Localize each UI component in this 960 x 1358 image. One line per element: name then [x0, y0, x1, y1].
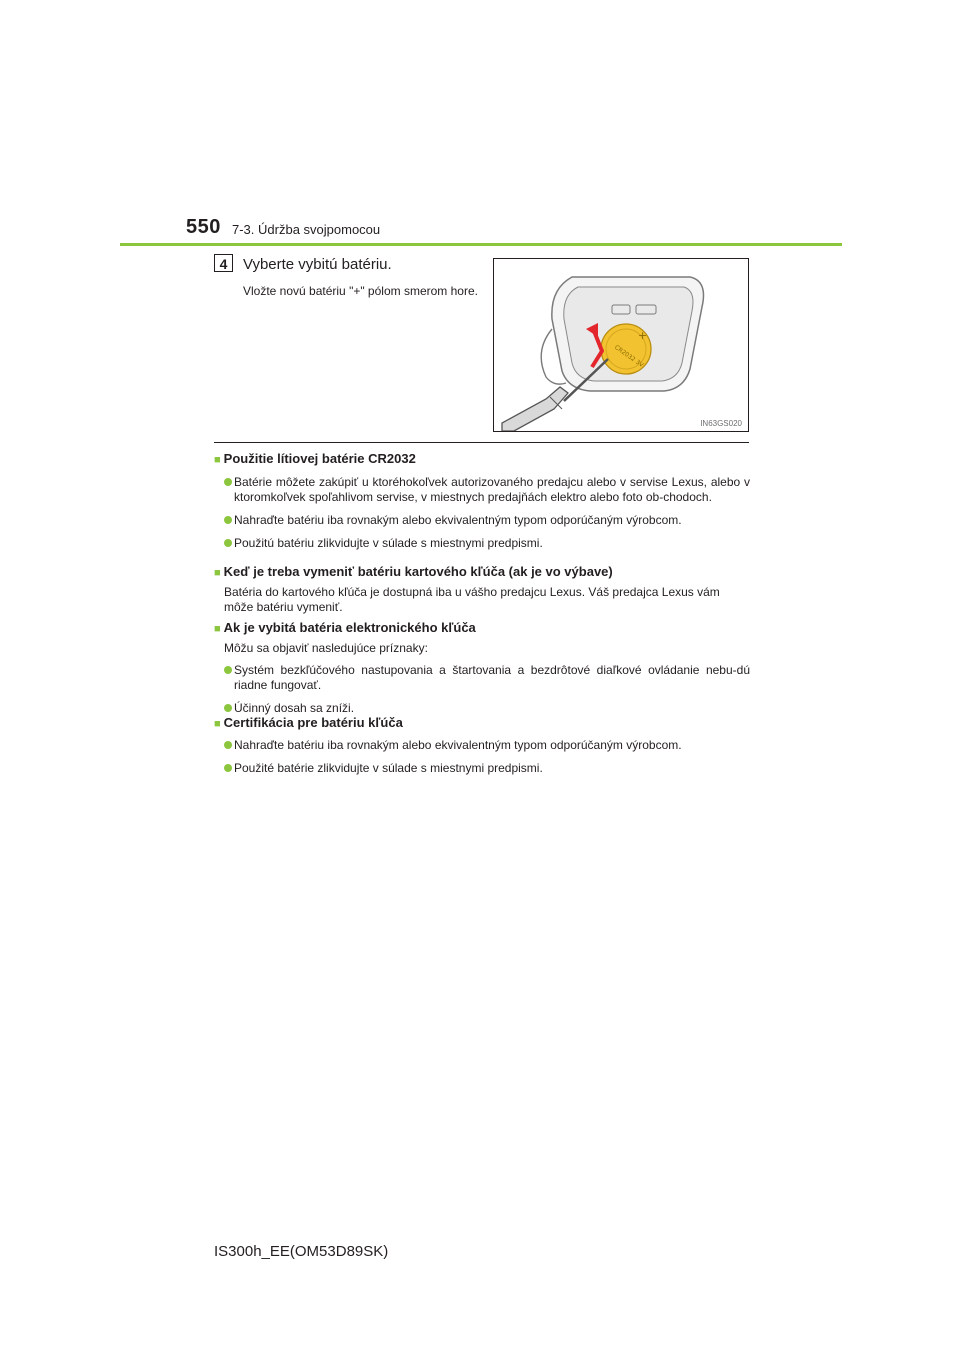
step-number-badge: 4	[214, 254, 233, 272]
bullet-icon	[224, 666, 232, 674]
list-item	[224, 475, 750, 505]
battery-usage-section	[214, 451, 750, 551]
bullet-icon	[224, 764, 232, 772]
page-number: 550	[186, 216, 221, 238]
bullet-icon	[224, 539, 232, 547]
step-instruction: Vyberte vybitú batériu.	[243, 256, 392, 273]
list-item	[224, 536, 750, 551]
figure-code: IN63GS020	[700, 419, 742, 428]
bullet-icon	[224, 704, 232, 712]
dead-battery-section	[214, 620, 750, 716]
battery-sign: +	[638, 329, 648, 342]
list-item-text: Účinný dosah sa zníži.	[234, 701, 355, 715]
section-heading	[214, 564, 750, 581]
list-item	[224, 513, 750, 528]
heading-text: Použitie lítiovej batérie CR2032	[223, 451, 416, 466]
list-item-text: Nahraďte batériu iba rovnakým alebo ekvivalentným typom odporúčaným výrobcom.	[234, 513, 682, 527]
list-item	[224, 761, 750, 776]
heading-text: Keď je treba vymeniť batériu kartového kľúča (ak je vo výbave)	[223, 564, 613, 579]
battery-label: CR2032 3V	[613, 343, 645, 369]
list-item	[224, 663, 750, 693]
section-heading	[214, 451, 750, 468]
bullet-icon	[224, 478, 232, 486]
bullet-icon	[224, 516, 232, 524]
square-marker-icon: ■	[214, 718, 221, 730]
certification-section	[214, 715, 750, 776]
list-item	[224, 738, 750, 753]
square-marker-icon: ■	[214, 623, 221, 635]
screwdriver-handle	[502, 387, 568, 431]
list-item-text: Batérie môžete zakúpiť u ktoréhokoľvek autorizovaného predajcu alebo v servise Lexus, alebo v ktoromkoľvek spoľahlivom servise, v miestnych predajňách elektro alebo foto ob-chodoch.	[234, 475, 750, 504]
section-paragraph: Batéria do kartového kľúča je dostupná iba u vášho predajcu Lexus. Váš predajca Lexus vám môže batériu vymeniť.	[224, 585, 720, 614]
footer-model-code: IS300h_EE(OM53D89SK)	[214, 1243, 389, 1260]
key-fob-drawing	[494, 259, 748, 431]
heading-text: Ak je vybitá batéria elektronického kľúča	[223, 620, 476, 635]
list-item-text: Systém bezkľúčového nastupovania a štartovania a bezdrôtové diaľkové ovládanie nebu-dú riadne fungovať.	[234, 663, 750, 692]
heading-text: Certifikácia pre batériu kľúča	[223, 715, 403, 730]
list-item-text: Použitú batériu zlikvidujte v súlade s miestnymi predpismi.	[234, 536, 543, 550]
list-item	[224, 701, 750, 716]
section-divider	[214, 442, 749, 443]
square-marker-icon: ■	[214, 454, 221, 466]
bullet-icon	[224, 741, 232, 749]
section-title: 7-3. Údržba svojpomocou	[232, 222, 381, 237]
header-rule	[120, 243, 842, 246]
square-marker-icon: ■	[214, 567, 221, 579]
section-heading	[214, 620, 750, 637]
battery-removal-illustration	[493, 258, 749, 432]
step-note: Vložte novú batériu "+" pólom smerom hore.	[243, 284, 478, 298]
section-heading	[214, 715, 750, 732]
card-key-section	[214, 564, 750, 615]
list-item-text: Použité batérie zlikvidujte v súlade s miestnymi predpismi.	[234, 761, 543, 775]
list-item-text: Nahraďte batériu iba rovnakým alebo ekvivalentným typom odporúčaným výrobcom.	[234, 738, 682, 752]
section-paragraph: Môžu sa objaviť nasledujúce príznaky:	[224, 641, 428, 655]
